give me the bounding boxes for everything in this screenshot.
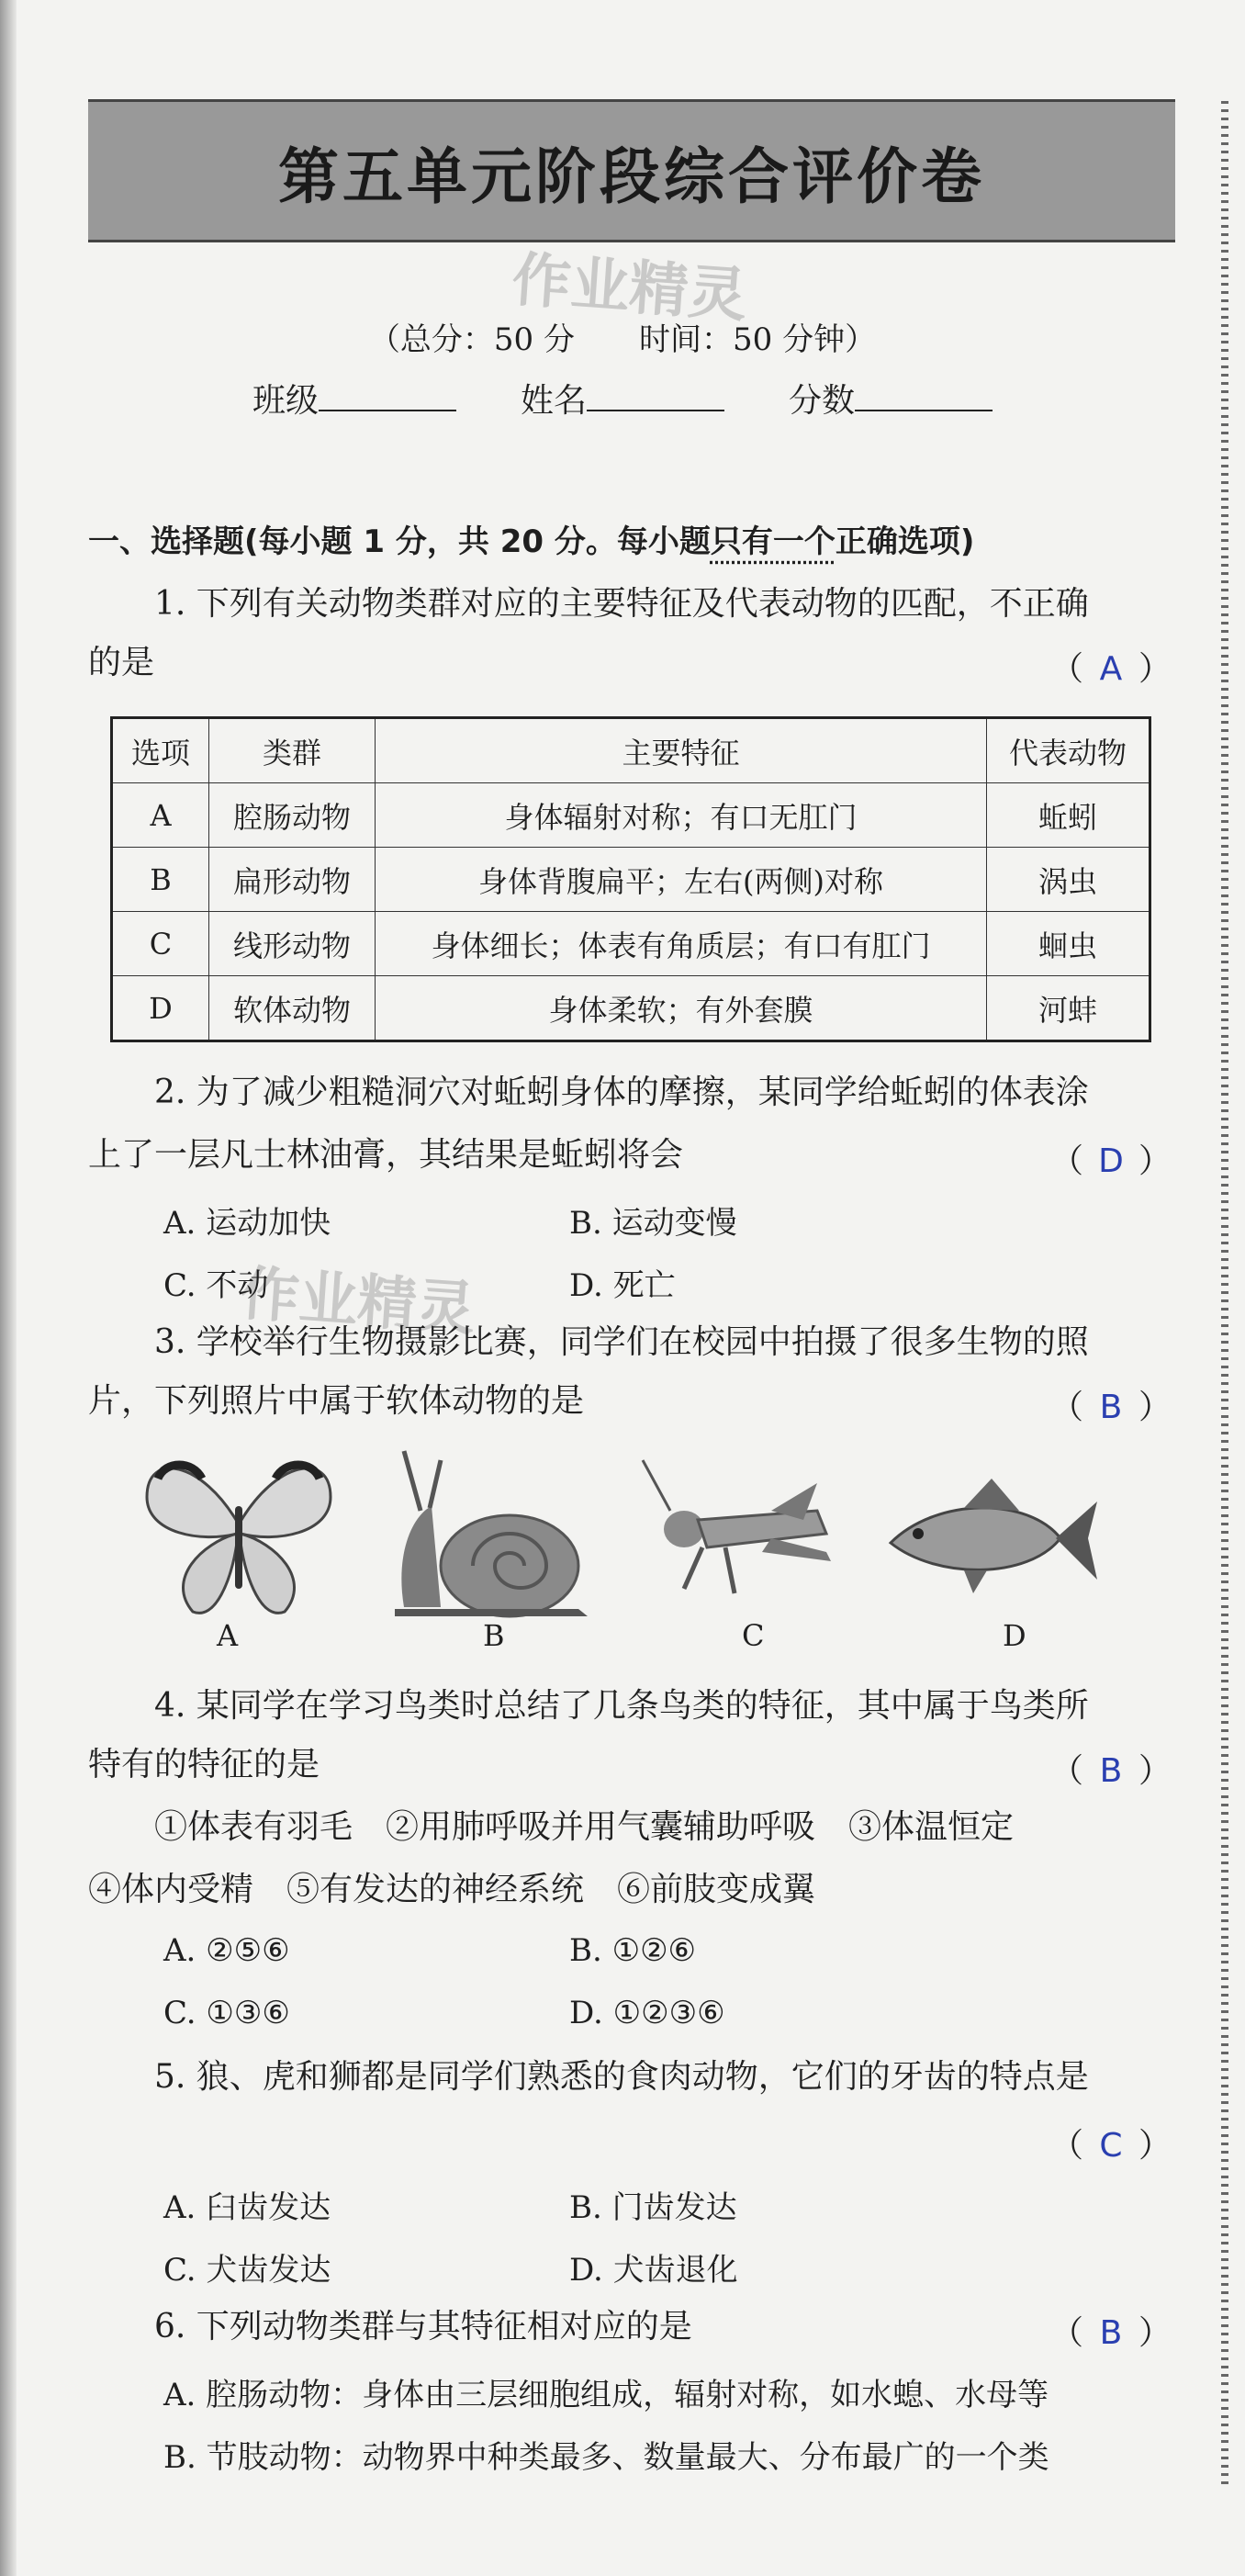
total-score-text: （总分：50 分 [368, 321, 575, 358]
score-blank[interactable] [855, 384, 993, 411]
table-header: 类群 [209, 718, 376, 783]
q1-line2: 的是 [88, 644, 155, 681]
student-info [0, 375, 1245, 422]
q4-items1: ①体表有羽毛 ②用肺呼吸并用气囊辅助呼吸 ③体温恒定 [154, 1808, 1015, 1846]
q6-line1: 6. 下列动物类群与其特征相对应的是 [154, 2308, 692, 2345]
name-blank[interactable] [587, 384, 724, 411]
class-label: 班级 [252, 382, 319, 420]
title-banner [88, 99, 1175, 242]
table-row: D 软体动物 身体柔软；有外套膜 河蚌 [112, 976, 1150, 1041]
q5-option-d: D. 犬齿退化 [569, 2252, 738, 2289]
exam-meta [0, 314, 1245, 359]
table-header: 主要特征 [376, 718, 987, 783]
q5-option-b: B. 门齿发达 [569, 2189, 737, 2226]
table-header: 代表动物 [987, 718, 1150, 783]
q2-line2: 上了一层凡士林油膏，其结果是蚯蚓将会 [88, 1136, 684, 1174]
q5-line1: 5. 狼、虎和狮都是同学们熟悉的食肉动物，它们的牙齿的特点是 [154, 2058, 1089, 2096]
table-row: B 扁形动物 身体背腹扁平；左右(两侧)对称 涡虫 [112, 848, 1150, 912]
q3-answer: （ B ） [1049, 1389, 1172, 1426]
butterfly-image [129, 1442, 349, 1625]
figure-label-d: D [1003, 1618, 1026, 1653]
section-heading: 一、选择题(每小题 1 分，共 20 分。每小题只有一个正确选项) [88, 523, 975, 560]
q2-option-d: D. 死亡 [569, 1267, 676, 1304]
q4-items2: ④体内受精 ⑤有发达的神经系统 ⑥前肢变成翼 [88, 1871, 816, 1908]
grasshopper-image [634, 1442, 854, 1625]
q5-option-c: C. 犬齿发达 [163, 2252, 331, 2289]
q4-answer: （ B ） [1049, 1752, 1172, 1790]
q3-line2: 片，下列照片中属于软体动物的是 [88, 1382, 585, 1420]
time-text: 时间：50 分钟） [639, 321, 877, 358]
q2-option-c: C. 不动 [163, 1267, 269, 1304]
name-label: 姓名 [520, 382, 587, 420]
q6-option-a: A. 腔肠动物：身体由三层细胞组成，辐射对称，如水螅、水母等 [163, 2377, 1049, 2413]
q4-option-c: C. ①③⑥ [163, 1995, 290, 2031]
q1-line1: 1. 下列有关动物类群对应的主要特征及代表动物的匹配，不正确 [154, 585, 1089, 623]
q4-option-d: D. ①②③⑥ [569, 1995, 725, 2031]
q6-option-b: B. 节肢动物：动物界中种类最多、数量最大、分布最广的一个类 [163, 2439, 1049, 2476]
q5-option-a: A. 臼齿发达 [163, 2189, 331, 2226]
watermark-logo: 作业精灵 [510, 246, 749, 331]
q2-option-b: B. 运动变慢 [569, 1205, 737, 1242]
emphasis-text: 只有一个 [710, 523, 836, 560]
q2-answer: （ D ） [1049, 1142, 1172, 1180]
snail-image [376, 1442, 597, 1625]
q1-answer: （ A ） [1049, 650, 1172, 688]
page-title: 第五单元阶段综合评价卷 [278, 140, 985, 212]
figure-label-a: A [217, 1618, 239, 1653]
watermark-logo: 作业精灵 [238, 1260, 477, 1344]
q4-option-a: A. ②⑤⑥ [163, 1932, 290, 1969]
q4-line1: 4. 某同学在学习鸟类时总结了几条鸟类的特征，其中属于鸟类所 [154, 1687, 1089, 1725]
table-row: C 线形动物 身体细长；体表有角质层；有口有肛门 蛔虫 [112, 912, 1150, 976]
q4-line2: 特有的特征的是 [88, 1746, 320, 1783]
table-header: 选项 [112, 718, 209, 783]
figure-label-b: B [483, 1618, 505, 1653]
q1-table [110, 716, 1151, 1042]
q2-option-a: A. 运动加快 [163, 1205, 331, 1242]
table-header-row [112, 718, 1150, 783]
score-label: 分数 [789, 382, 856, 420]
q5-answer: （ C ） [1049, 2127, 1172, 2165]
dotted-border [1221, 101, 1228, 2489]
q6-answer: （ B ） [1049, 2314, 1172, 2352]
q4-option-b: B. ①②⑥ [569, 1932, 697, 1969]
class-blank[interactable] [319, 384, 456, 411]
q3-line1: 3. 学校举行生物摄影比赛，同学们在校园中拍摄了很多生物的照 [154, 1323, 1089, 1361]
q2-line1: 2. 为了减少粗糙洞穴对蚯蚓身体的摩擦，某同学给蚯蚓的体表涂 [154, 1074, 1089, 1111]
fish-image [881, 1442, 1102, 1625]
table-row: A 腔肠动物 身体辐射对称；有口无肛门 蚯蚓 [112, 783, 1150, 848]
figure-label-c: C [742, 1618, 765, 1653]
